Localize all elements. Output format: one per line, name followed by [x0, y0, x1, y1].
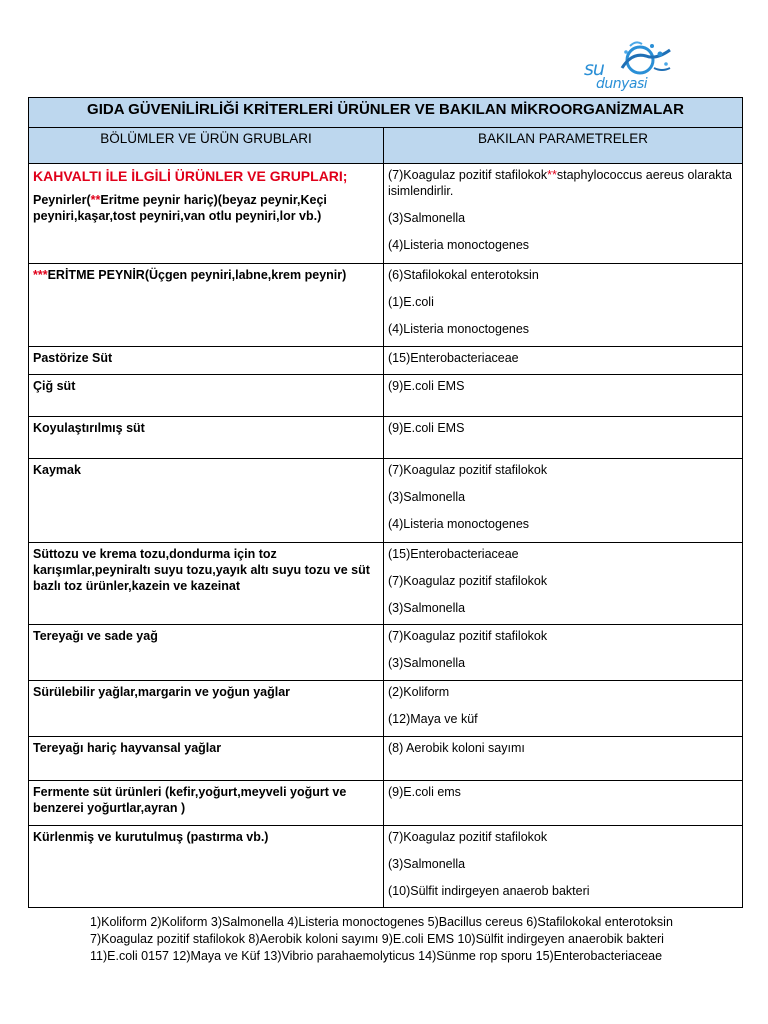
- product-group-text: Eritme peynir hariç)(beyaz peynir,Keçi peyniri,kaşar,tost peyniri,van otlu peyniri,lor vb.): [33, 193, 327, 223]
- parameter-text: staphylococcus aereus olarakta isimlendirlir.: [388, 168, 732, 198]
- parameter-text: (15)Enterobacteriaceae: [388, 351, 519, 365]
- parameters-cell: [384, 625, 743, 681]
- product-group-text: Fermente süt ürünleri (kefir,yoğurt,meyveli yoğurt ve benzerei yoğurtlar,ayran ): [33, 785, 347, 815]
- logo-text-dunyasi: dunyasi: [596, 76, 648, 92]
- table-row: [29, 264, 743, 347]
- parameters-cell: [384, 164, 743, 264]
- parameters-cell: [384, 681, 743, 737]
- product-group-cell: [29, 164, 384, 264]
- table-body: [29, 164, 743, 908]
- product-group-cell: [29, 543, 384, 625]
- parameters-cell: [384, 781, 743, 826]
- table-row: [29, 459, 743, 543]
- table-row: [29, 625, 743, 681]
- column-header-sections: BÖLÜMLER VE ÜRÜN GRUBLARI: [29, 128, 384, 164]
- product-group-cell: [29, 375, 384, 417]
- parameter-item: [388, 829, 738, 845]
- parameter-item: [388, 420, 738, 436]
- product-group-cell: [29, 625, 384, 681]
- parameter-text: (2)Koliform: [388, 685, 450, 699]
- table-row: [29, 681, 743, 737]
- parameter-text: (4)Listeria monoctogenes: [388, 322, 530, 336]
- parameters-cell: [384, 375, 743, 417]
- table-title: GIDA GÜVENİLİRLİĞİ KRİTERLERİ ÜRÜNLER VE BAKILAN MİKROORGANİZMALAR: [29, 98, 743, 128]
- product-group-cell: [29, 459, 384, 543]
- parameters-cell: [384, 264, 743, 347]
- parameter-text: (7)Koagulaz pozitif stafilokok: [388, 629, 548, 643]
- product-group-text: Sürülebilir yağlar,margarin ve yoğun yağlar: [33, 685, 291, 699]
- water-splash-icon: [612, 38, 674, 78]
- parameter-item: [388, 294, 738, 310]
- parameter-text: (3)Salmonella: [388, 656, 466, 670]
- parameter-text: (7)Koagulaz pozitif stafilokok: [388, 830, 548, 844]
- parameter-item: [388, 655, 738, 671]
- table-row: [29, 543, 743, 625]
- parameter-item: [388, 600, 738, 616]
- parameter-text: (1)E.coli: [388, 295, 434, 309]
- product-group-cell: [29, 681, 384, 737]
- product-group-text: Kürlenmiş ve kurutulmuş (pastırma vb.): [33, 830, 269, 844]
- parameter-item: [388, 321, 738, 337]
- product-group-text: Süttozu ve krema tozu,dondurma için toz karışımlar,peyniraltı suyu tozu,yayık altı suyu tozu ve süt bazlı toz ürünler,kazein ve kazeinat: [33, 547, 370, 593]
- parameters-cell: [384, 826, 743, 908]
- parameter-text: (15)Enterobacteriaceae: [388, 547, 519, 561]
- parameter-item: [388, 740, 738, 756]
- legend-footnote: 1)Koliform 2)Koliform 3)Salmonella 4)Listeria monoctogenes 5)Bacillus cereus 6)Stafilokokal enterotoksin 7)Koagulaz pozitif stafilokok 8)Aerobik koloni sayımı 9)E.coli EMS 10)Sülfit indirgeyen anaerobik bakteri 11)E.coli 0157 12)Maya ve Küf 13)Vibrio parahaemolyticus 14)Sünme rop sporu 15)Enterobacteriaceae: [90, 915, 673, 963]
- product-group-cell: [29, 417, 384, 459]
- parameter-text: (7)Koagulaz pozitif stafilokok: [388, 574, 548, 588]
- product-group-text: Çiğ süt: [33, 379, 76, 393]
- footnote-marker: **: [90, 193, 101, 207]
- table-row: [29, 737, 743, 781]
- product-group-cell: [29, 781, 384, 826]
- parameter-text: (3)Salmonella: [388, 857, 466, 871]
- product-group-text: Kaymak: [33, 463, 81, 477]
- product-group-cell: [29, 737, 384, 781]
- product-group-text: ERİTME PEYNİR(Üçgen peyniri,labne,krem peynir): [47, 268, 347, 282]
- product-group-text: Koyulaştırılmış süt: [33, 421, 145, 435]
- parameter-text: (7)Koagulaz pozitif stafilokok: [388, 168, 548, 182]
- product-group-text: Tereyağı hariç hayvansal yağlar: [33, 741, 222, 755]
- product-group-cell: [29, 347, 384, 375]
- parameter-item: [388, 210, 738, 226]
- parameter-text: (6)Stafilokokal enterotoksin: [388, 268, 539, 282]
- parameter-text: (8) Aerobik koloni sayımı: [388, 741, 525, 755]
- parameter-item: [388, 378, 738, 394]
- parameter-text: (4)Listeria monoctogenes: [388, 517, 530, 531]
- table-row: [29, 417, 743, 459]
- product-group-text: Tereyağı ve sade yağ: [33, 629, 158, 643]
- parameter-item: [388, 489, 738, 505]
- parameter-item: [388, 516, 738, 532]
- footnote-marker: ***: [33, 268, 48, 282]
- parameter-item: [388, 573, 738, 589]
- product-group-cell: [29, 826, 384, 908]
- parameters-cell: [384, 459, 743, 543]
- parameter-item: [388, 784, 738, 800]
- parameters-cell: [384, 347, 743, 375]
- table-row: [29, 164, 743, 264]
- parameter-item: [388, 267, 738, 283]
- parameter-item: [388, 711, 738, 727]
- parameter-text: (9)E.coli EMS: [388, 421, 465, 435]
- parameters-cell: [384, 543, 743, 625]
- product-group-text: Pastörize Süt: [33, 351, 113, 365]
- table-row: [29, 347, 743, 375]
- product-group-cell: [29, 264, 384, 347]
- parameter-text: (3)Salmonella: [388, 601, 466, 615]
- parameters-cell: [384, 737, 743, 781]
- parameter-text: (10)Sülfit indirgeyen anaerob bakteri: [388, 884, 590, 898]
- footnote-marker: **: [547, 168, 557, 182]
- product-group-text: Peynirler(: [33, 193, 91, 207]
- parameter-item: [388, 856, 738, 872]
- parameter-text: (9)E.coli EMS: [388, 379, 465, 393]
- su-dunyasi-logo: [582, 38, 682, 98]
- parameter-item: [388, 628, 738, 644]
- parameter-text: (12)Maya ve küf: [388, 712, 478, 726]
- parameter-item: [388, 546, 738, 562]
- parameter-text: (4)Listeria monoctogenes: [388, 238, 530, 252]
- parameter-item: [388, 462, 738, 478]
- table-row: [29, 375, 743, 417]
- parameter-item: [388, 350, 738, 366]
- logo-text-su: su: [584, 58, 604, 80]
- parameter-text: (3)Salmonella: [388, 211, 466, 225]
- parameter-item: [388, 883, 738, 899]
- parameter-item: [388, 684, 738, 700]
- criteria-table: [28, 97, 743, 908]
- column-header-parameters: BAKILAN PARAMETRELER: [384, 128, 743, 164]
- table-row: [29, 826, 743, 908]
- table-row: [29, 781, 743, 826]
- parameter-item: [388, 167, 738, 199]
- parameter-text: (9)E.coli ems: [388, 785, 461, 799]
- parameter-text: (3)Salmonella: [388, 490, 466, 504]
- parameters-cell: [384, 417, 743, 459]
- category-heading: KAHVALTI İLE İLGİLİ ÜRÜNLER VE GRUPLARI;: [33, 168, 348, 184]
- parameter-item: [388, 237, 738, 253]
- parameter-text: (7)Koagulaz pozitif stafilokok: [388, 463, 548, 477]
